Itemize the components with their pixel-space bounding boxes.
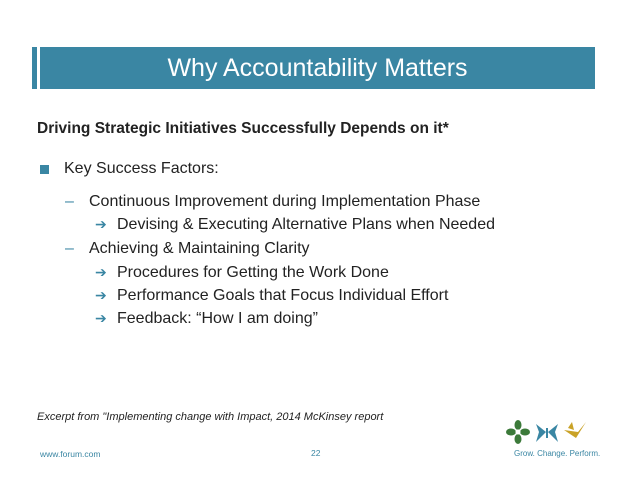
leaf-cluster-icon xyxy=(506,420,530,444)
slide-title: Why Accountability Matters xyxy=(167,54,468,82)
slide-title-bar xyxy=(40,47,595,89)
dash-icon: – xyxy=(65,193,74,210)
bullet-text: Key Success Factors: xyxy=(64,160,219,177)
page-number: 22 xyxy=(311,448,321,458)
butterfly-icon xyxy=(536,424,558,442)
list-item-text: Performance Goals that Focus Individual Effort xyxy=(117,287,449,304)
tagline: Grow. Change. Perform. xyxy=(514,449,601,458)
bullet-key-success xyxy=(40,160,219,178)
bird-icon xyxy=(564,422,586,438)
arrow-right-icon: ➔ xyxy=(95,310,107,326)
list-item-text: Feedback: “How I am doing” xyxy=(117,310,318,327)
arrow-right-icon: ➔ xyxy=(95,287,107,303)
list-item-text: Procedures for Getting the Work Done xyxy=(117,264,389,281)
list-item-text: Continuous Improvement during Implementation Phase xyxy=(89,193,481,210)
square-bullet-icon xyxy=(40,165,49,174)
list-item-text: Devising & Executing Alternative Plans when Needed xyxy=(117,216,495,233)
slide-subtitle: Driving Strategic Initiatives Successfully Depends on it* xyxy=(37,120,449,137)
list-item xyxy=(65,240,310,258)
arrow-right-icon: ➔ xyxy=(95,264,107,280)
footer-url: www.forum.com xyxy=(40,449,101,459)
list-item xyxy=(95,264,389,282)
arrow-right-icon: ➔ xyxy=(95,216,107,232)
list-item xyxy=(95,287,448,305)
excerpt-note: Excerpt from "Implementing change with Impact, 2014 McKinsey report xyxy=(37,411,384,423)
dash-icon: – xyxy=(65,240,74,257)
forum-logo-icon xyxy=(506,418,588,448)
list-item-text: Achieving & Maintaining Clarity xyxy=(89,240,310,257)
list-item xyxy=(65,193,480,211)
title-accent-bar xyxy=(32,47,37,89)
list-item xyxy=(95,310,318,328)
list-item xyxy=(95,216,495,234)
